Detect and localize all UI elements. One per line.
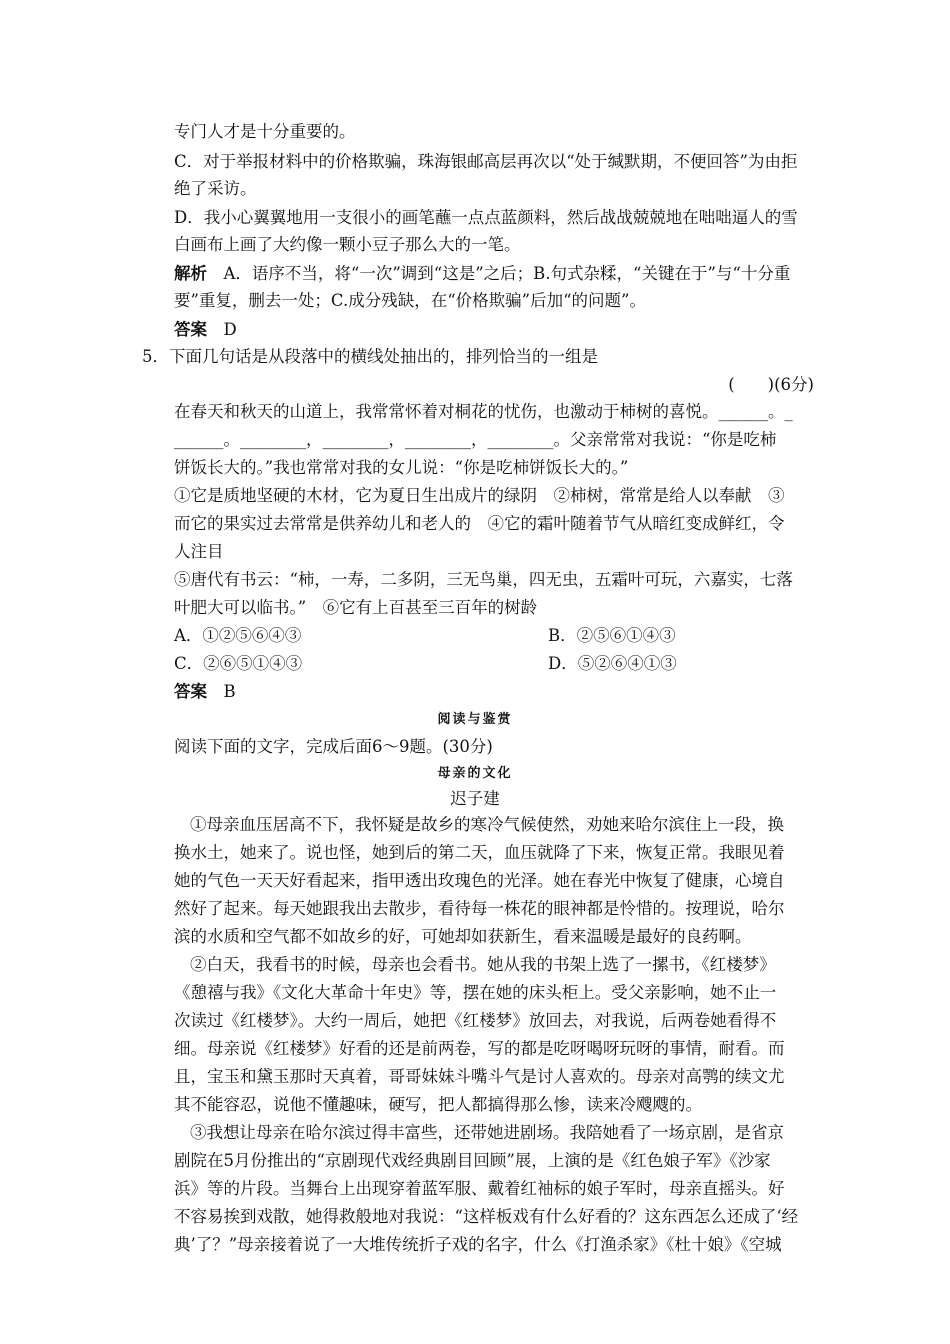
option-c-line1: C．对于举报材料中的价格欺骗，珠海银邮高层再次以“处于缄默期，不便回答”为由拒: [174, 152, 798, 171]
option-c: C．②⑥⑤①④③: [174, 654, 303, 673]
paragraph-1-line: 滨的水质和空气都不如故乡的好，可她却如获新生，看来温暖是最好的良药啊。: [174, 927, 752, 946]
option-a: A．①②⑤⑥④③: [174, 626, 302, 645]
option-d-line2: 白画布上画了大约像一颗小豆子那么大的一笔。: [174, 235, 521, 254]
question-5-score: ( )(6分): [728, 375, 814, 394]
paragraph-1-line: 她的气色一天天好看起来，指甲透出玫瑰色的光泽。她在春光中恢复了健康，心境自: [174, 871, 785, 890]
answer-line-q5: [174, 680, 814, 704]
paragraph-2-line: 《憩禧与我》《文化大革命十年史》等，摆在她的床头柜上。受父亲影响，她不止一: [174, 983, 777, 1002]
paragraph-2-line: 且，宝玉和黛玉那时天真着，哥哥妹妹斗嘴斗气是讨人喜欢的。母亲对高鹗的续文尤: [174, 1067, 785, 1086]
sentence-line-3: 人注目: [174, 542, 224, 561]
answer-label: 答案: [174, 682, 207, 701]
option-d: D．⑤②⑥④①③: [548, 654, 677, 673]
section-title: 阅读与鉴赏: [437, 712, 513, 727]
answer-label: 答案: [174, 320, 207, 339]
option-d-line1: D．我小心翼翼地用一支很小的画笔蘸一点点蓝颜料，然后战战兢兢地在咄咄逼人的雪: [174, 208, 798, 227]
paragraph-1-line: 换水土，她来了。说也怪，她到后的第二天，血压就降了下来，恢复正常。我眼见着: [174, 843, 785, 862]
sentence-line-4: ⑤唐代有书云：“柿，一寿，二多阴，三无鸟巢，四无虫，五霜叶可玩，六嘉实，七落: [174, 570, 793, 589]
article-author: 迟子建: [450, 789, 500, 808]
sentence-line-1: ①它是质地坚硬的木材，它为夏日生出成片的绿阴 ②柿树，常常是给人以奉献 ③: [174, 486, 785, 505]
article-title: 母亲的文化: [437, 766, 513, 781]
paragraph-3-line: 不容易挨到戏散，她得救般地对我说：“这样板戏有什么好看的？这东西怎么还成了‘经: [174, 1207, 799, 1226]
sentence-line-5: 叶肥大可以临书。” ⑥它有上百甚至三百年的树龄: [174, 598, 538, 617]
sentence-line-2: 而它的果实过去常常是供养幼儿和老人的 ④它的霜叶随着节气从暗红变成鲜红，令: [174, 514, 785, 533]
paragraph-1-line: ①母亲血压居高不下，我怀疑是故乡的寒冷气候使然，劝她来哈尔滨住上一段，换: [190, 815, 784, 834]
text-line: 专门人才是十分重要的。: [174, 122, 356, 141]
reading-intro: 阅读下面的文字，完成后面6～9题。(30分): [174, 737, 493, 756]
paragraph-3-line: 典’了？”母亲接着说了一大堆传统折子戏的名字，什么《打渔杀家》《杜十娘》《空城: [174, 1235, 782, 1254]
analysis-label: 解析: [174, 264, 207, 283]
analysis-line1: [174, 262, 814, 286]
paragraph-3-line: 剧院在5月份推出的“京剧现代戏经典剧目回顾”展，上演的是《红色娘子军》《沙家: [174, 1151, 771, 1170]
paragraph-1-line: 然好了起来。每天她跟我出去散步，看待每一株花的眼神都是怜惜的。按理说，哈尔: [174, 899, 785, 918]
analysis-line2: 要”重复，删去一处；C.成分残缺，在“价格欺骗”后加“的问题”。: [174, 291, 646, 310]
paragraph-2-line: 其不能容忍，说他不懂趣味，硬写，把人都搞得那么惨，读来冷飕飕的。: [174, 1095, 702, 1114]
answer-line: [174, 318, 814, 342]
analysis-text: A．语序不当，将“一次”调到“这是”之后；B.句式杂糅，“关键在于”与“十分重: [223, 264, 791, 283]
option-b: B．②⑤⑥①④③: [548, 626, 676, 645]
question-5-stem: 5．下面几句话是从段落中的横线处抽出的，排列恰当的一组是: [142, 347, 598, 366]
question-5-passage-3: 饼饭长大的。”我也常常对我的女儿说：“你是吃柿饼饭长大的。”: [174, 458, 629, 477]
paragraph-2-line: 次读过《红楼梦》。大约一周后，她把《红楼梦》放回去，对我说，后两卷她看得不: [174, 1011, 777, 1030]
paragraph-3-line: 浜》等的片段。当舞台上出现穿着蓝军服、戴着红袖标的娘子军时，母亲直摇头。好: [174, 1179, 785, 1198]
question-5-passage-1: 在春天和秋天的山道上，我常常怀着对桐花的忧伤，也激动于柿树的喜悦。______。_: [174, 402, 793, 421]
answer-value: B: [223, 682, 236, 701]
paragraph-2-line: 细。母亲说《红楼梦》好看的还是前两卷，写的都是吃呀喝呀玩呀的事情，耐看。而: [174, 1039, 785, 1058]
answer-value: D: [223, 320, 237, 339]
question-5-passage-2: ______。________，________，________，________。父亲常常对我说：“你是吃柿: [174, 430, 777, 449]
option-c-line2: 绝了采访。: [174, 179, 257, 198]
paragraph-2-line: ②白天，我看书的时候，母亲也会看书。她从我的书架上选了一摞书，《红楼梦》: [190, 955, 776, 974]
paragraph-3-line: ③我想让母亲在哈尔滨过得丰富些，还带她进剧场。我陪她看了一场京剧，是省京: [190, 1123, 784, 1142]
